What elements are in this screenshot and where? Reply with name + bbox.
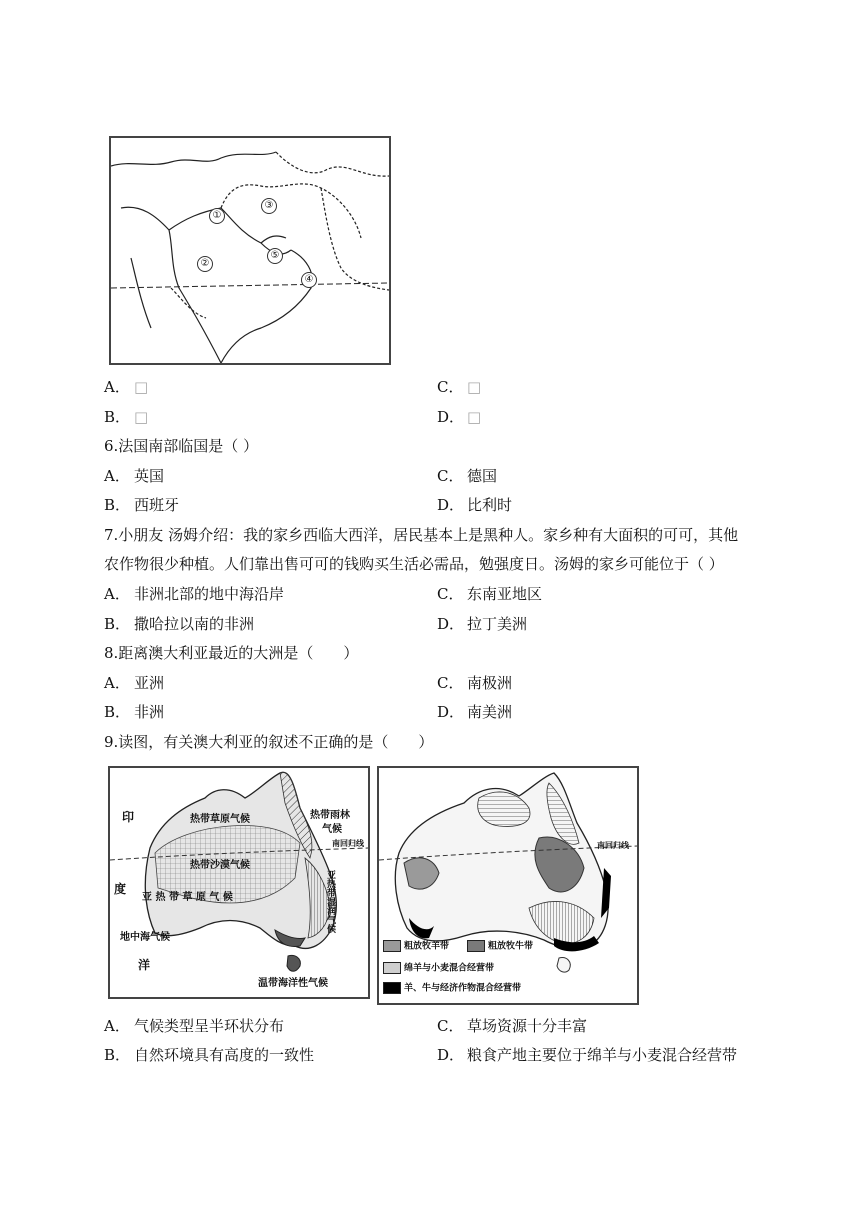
option-text: □ [467, 378, 482, 396]
q6-option-d[interactable] [437, 495, 512, 515]
legend-label: 粗放牧牛带 [488, 941, 534, 952]
legend-label: 绵羊与小麦混合经营带 [404, 963, 495, 974]
option-letter: B． [104, 408, 131, 426]
option-letter: B． [104, 496, 131, 514]
option-letter: D． [437, 703, 465, 721]
q5-option-c[interactable] [437, 377, 481, 397]
q8-stem: 8.距离澳大利亚最近的大洲是（ ） [104, 644, 359, 662]
q7-option-d[interactable] [437, 614, 527, 634]
option-text: 英国 [134, 467, 165, 485]
q8-option-a[interactable] [104, 673, 164, 693]
q5-option-d[interactable] [437, 407, 481, 427]
option-text: □ [467, 408, 482, 426]
option-letter: C． [437, 674, 464, 692]
australia-climate-map [108, 766, 370, 999]
q9-option-c[interactable] [437, 1016, 587, 1036]
option-text: 撒哈拉以南的非洲 [134, 615, 255, 633]
map-marker-4: ④ [301, 272, 317, 288]
temperate-oceanic-label: 温带海洋性气候 [258, 978, 328, 989]
option-letter: D． [437, 496, 465, 514]
map-marker-2: ② [197, 256, 213, 272]
option-letter: A． [104, 1017, 130, 1035]
tropical-rainforest-label-1: 热带雨林 [310, 810, 350, 821]
option-letter: D． [437, 615, 465, 633]
option-letter: A． [104, 378, 130, 396]
legend-swatch [383, 962, 401, 974]
q8-option-c[interactable] [437, 673, 512, 693]
q7-stem-line1: 7.小朋友 汤姆介绍：我的家乡西临大西洋，居民基本上是黑种人。家乡种有大面积的可可，其他 [104, 526, 739, 544]
legend-swatch [383, 940, 401, 952]
option-text: □ [134, 408, 149, 426]
q6-option-c[interactable] [437, 466, 497, 486]
option-letter: A． [104, 585, 130, 603]
legend-item-mixed [383, 982, 521, 995]
legend-item-sheep-wheat [383, 962, 494, 975]
option-text: 西班牙 [134, 496, 180, 514]
option-text: 南美洲 [467, 703, 513, 721]
q5-option-a[interactable] [104, 377, 148, 397]
option-letter: B． [104, 1046, 131, 1064]
option-text: 德国 [467, 467, 498, 485]
option-text: 气候类型呈半环状分布 [134, 1017, 285, 1035]
option-text: □ [134, 378, 149, 396]
option-letter: C． [437, 467, 464, 485]
option-text: 非洲 [134, 703, 165, 721]
mediterranean-label: 地中海气候 [120, 932, 170, 943]
tropical-savanna-label: 热带草原气候 [190, 814, 250, 825]
q9-stem: 9.读图，有关澳大利亚的叙述不正确的是（ ） [104, 733, 434, 751]
q9-option-d[interactable] [437, 1045, 737, 1065]
option-letter: C． [437, 585, 464, 603]
australia-agriculture-map [377, 766, 639, 1005]
q5-option-b[interactable] [104, 407, 148, 427]
q6-option-b[interactable] [104, 495, 179, 515]
middle-east-map-drawing [111, 138, 389, 363]
option-text: 比利时 [467, 496, 513, 514]
ocean-label-yin: 印 [122, 810, 135, 824]
legend-swatch [467, 940, 485, 952]
q9-option-b[interactable] [104, 1045, 314, 1065]
q8-option-b[interactable] [104, 702, 164, 722]
subtropical-grassland-label: 亚 热 带 草 原 气 候 [142, 892, 233, 903]
option-text: 东南亚地区 [467, 585, 543, 603]
option-letter: B． [104, 703, 131, 721]
q7-option-b[interactable] [104, 614, 254, 634]
map-marker-5: ⑤ [267, 248, 283, 264]
tropical-desert-label: 热带沙漠气候 [190, 860, 250, 871]
tropic-line-label: 南回归线 [332, 838, 364, 848]
middle-east-map [109, 136, 391, 365]
q6-option-a[interactable] [104, 466, 164, 486]
option-text: 拉丁美洲 [467, 615, 528, 633]
legend-label: 羊、牛与经济作物混合经营带 [404, 983, 522, 994]
q7-option-a[interactable] [104, 584, 284, 604]
option-letter: D． [437, 408, 465, 426]
option-text: 自然环境具有高度的一致性 [134, 1046, 315, 1064]
legend-item-sheep [383, 940, 449, 953]
map-marker-1: ① [209, 208, 225, 224]
option-text: 亚洲 [134, 674, 165, 692]
option-letter: C． [437, 1017, 464, 1035]
option-letter: B． [104, 615, 131, 633]
option-letter: C． [437, 378, 464, 396]
ocean-label-du: 度 [114, 882, 127, 896]
map-marker-3: ③ [261, 198, 277, 214]
legend-item-cattle [467, 940, 533, 953]
option-text: 非洲北部的地中海沿岸 [134, 585, 285, 603]
q9-option-a[interactable] [104, 1016, 284, 1036]
option-letter: A． [104, 674, 130, 692]
q8-option-d[interactable] [437, 702, 512, 722]
option-letter: D． [437, 1046, 465, 1064]
tropical-rainforest-label-2: 气候 [322, 824, 342, 835]
ocean-label-yang: 洋 [138, 958, 151, 972]
agri-tropic-line-label: 南回归线 [597, 840, 629, 850]
legend-label: 粗放牧羊带 [404, 941, 450, 952]
q6-stem: 6.法国南部临国是（ ） [104, 437, 259, 455]
option-letter: A． [104, 467, 130, 485]
q7-stem-line2: 农作物很少种植。人们靠出售可可的钱购买生活必需品，勉强度日。汤姆的家乡可能位于（ ） [104, 555, 724, 573]
option-text: 南极洲 [467, 674, 513, 692]
legend-swatch [383, 982, 401, 994]
humid-subtropical-label: 亚热带湿润气候 [325, 870, 335, 933]
q7-option-c[interactable] [437, 584, 542, 604]
option-text: 粮食产地主要位于绵羊与小麦混合经营带 [467, 1046, 738, 1064]
option-text: 草场资源十分丰富 [467, 1017, 588, 1035]
